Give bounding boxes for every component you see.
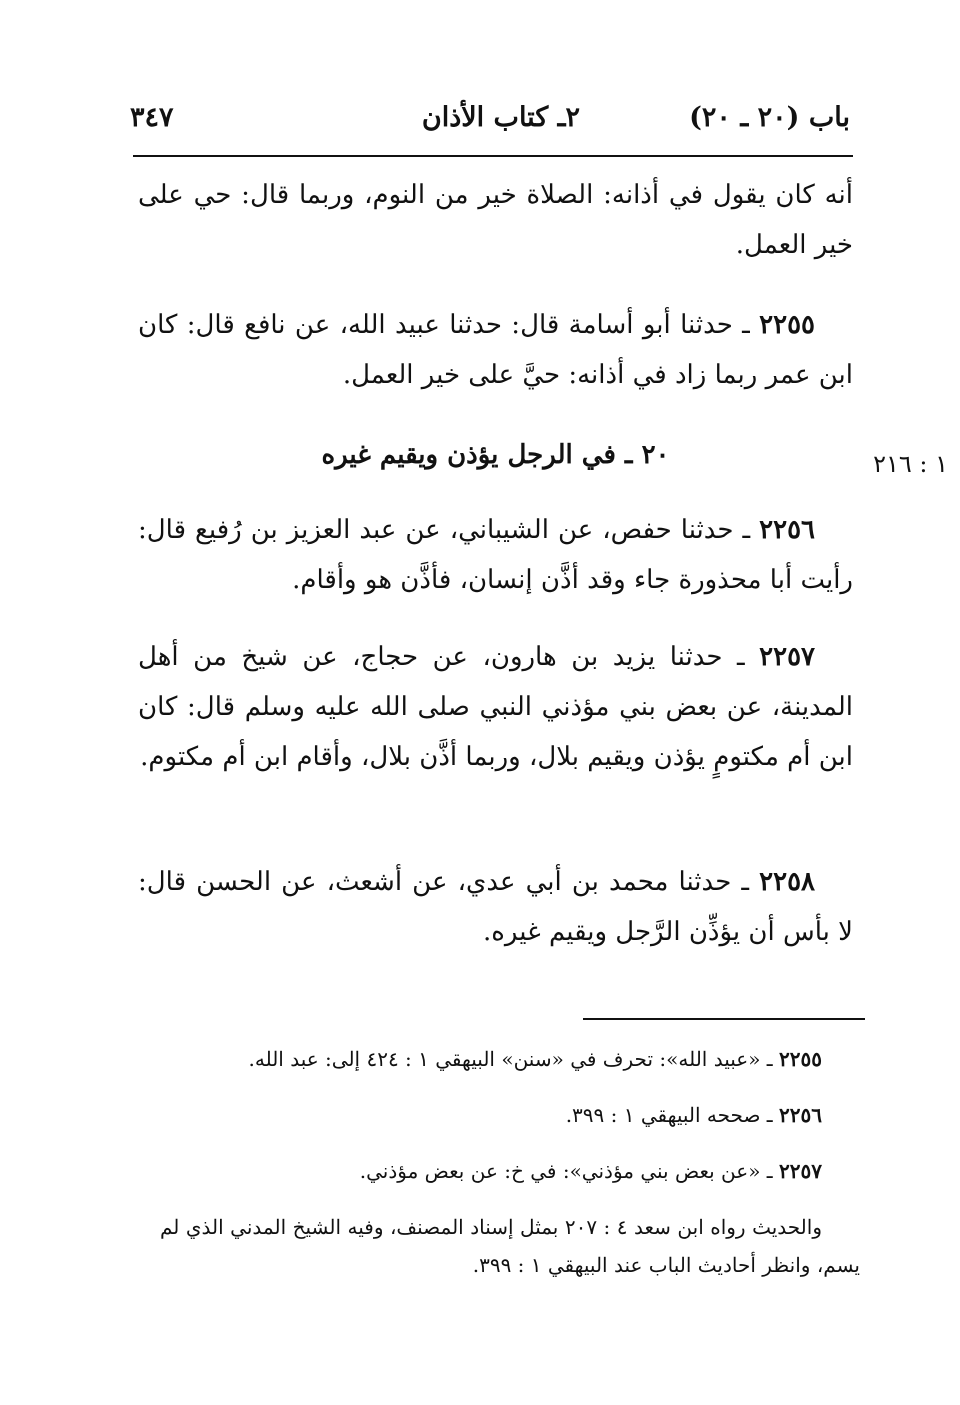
hadith-text: ـ حدثنا محمد بن أبي عدي، عن أشعث، عن الحسن قال: لا بأس أن يؤذِّن الرَّجل ويقيم غيره.: [138, 867, 853, 947]
footnote-number: ٢٢٥٧: [779, 1159, 822, 1183]
footnote-2256: [160, 1096, 860, 1134]
footnote-additional: والحديث رواه ابن سعد ٤ : ٢٠٧ بمثل إسناد المصنف، وفيه الشيخ المدني الذي لم يسم، وانظر أحاديث الباب عند البيهقي ١ : ٣٩٩.: [160, 1215, 860, 1277]
footnote-number: ٢٢٥٦: [779, 1103, 822, 1127]
hadith-text: ـ حدثنا أبو أسامة قال: حدثنا عبيد الله، عن نافع قال: كان ابن عمر ربما زاد في أذانه: حيَّ على خير العمل.: [138, 310, 853, 390]
footnote-text: ـ «عن بعض بني مؤذني»: في خ: عن بعض مؤذني.: [359, 1159, 780, 1183]
running-header: [130, 98, 850, 148]
hadith-text: ـ حدثنا حفص، عن الشيباني، عن عبد العزيز بن رُفيع قال: رأيت أبا محذورة جاء وقد أذَّن إنسان، فأذَّن هو وأقام.: [138, 515, 853, 595]
continuation-paragraph: أنه كان يقول في أذانه: الصلاة خير من النوم، وربما قال: حي على خير العمل.: [138, 180, 853, 260]
hadith-number: ٢٢٥٧: [759, 642, 816, 672]
footnote-rule: [583, 1018, 865, 1020]
hadith-2257: [138, 632, 853, 782]
footnote-text: ـ صححه البيهقي ١ : ٣٩٩.: [565, 1103, 780, 1127]
margin-reference: ١ : ٢١٦: [873, 450, 948, 478]
hadith-number: ٢٢٥٦: [759, 515, 815, 545]
hadith-2258: [138, 857, 853, 957]
hadith-text: ـ حدثنا يزيد بن هارون، عن حجاج، عن شيخ من أهل المدينة، عن بعض بني مؤذني النبي صلى الله عليه وسلم قال: كان ابن أم مكتومٍ يؤذن ويقيم بلال، وربما أذَّن بلال، وأقام ابن أم مكتوم.: [138, 642, 853, 772]
footnote-text: ـ «عبيد الله»: تحرف في «سنن» البيهقي ١ : ٤٢٤ إلى: عبد الله.: [248, 1047, 780, 1071]
section-heading: ٢٠ ـ في الرجل يؤذن ويقيم غيره: [321, 440, 670, 470]
hadith-number: ٢٢٥٨: [759, 867, 815, 897]
hadith-2256: [138, 505, 853, 605]
book-title: ٢ـ كتاب الأذان: [421, 102, 580, 133]
footnote-number: ٢٢٥٥: [779, 1047, 822, 1071]
chapter-label: باب (٢٠ ـ ٢٠): [689, 102, 850, 133]
footnote-2257: [160, 1152, 860, 1190]
hadith-2255: [138, 300, 853, 400]
header-rule: [133, 155, 853, 157]
footnote-2255: [160, 1040, 860, 1078]
page-number: ٣٤٧: [130, 102, 174, 133]
hadith-number: ٢٢٥٥: [759, 310, 815, 340]
